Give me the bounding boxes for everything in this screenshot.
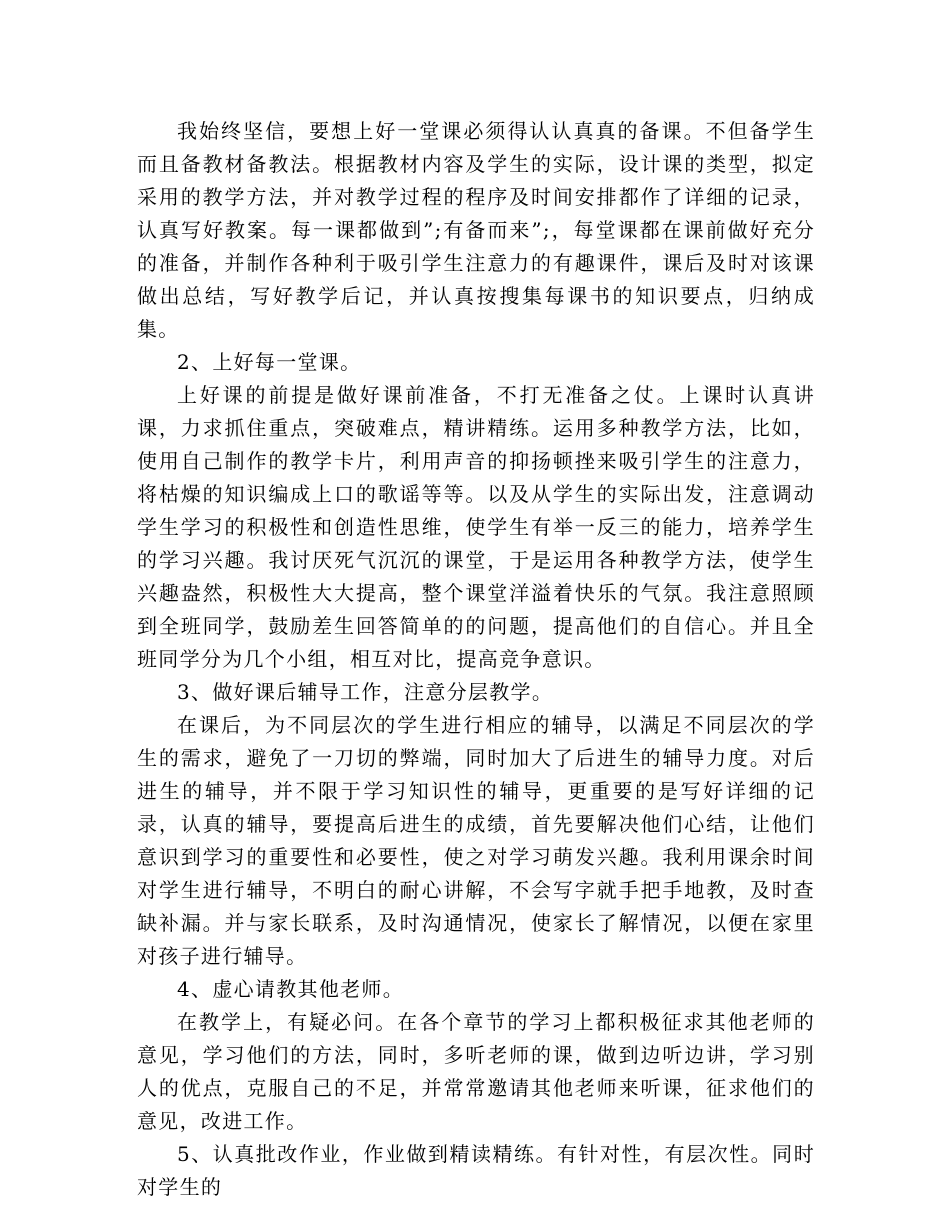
paragraph-classroom-teaching: 上好课的前提是做好课前准备，不打无准备之仗。上课时认真讲课，力求抓住重点，突破难点，精讲精练。运用多种教学方法，比如，使用自己制作的教学卡片，利用声音的抑扬顿挫来吸引学生的注意力，将枯燥的知识编成上口的歌谣等等。以及从学生的实际出发，注意调动学生学习的积极性和创造性思维，使学生有举一反三的能力，培养学生的学习兴趣。我讨厌死气沉沉的课堂，于是运用各种教学方法，使学生兴趣盎然，积极性大大提高，整个课堂洋溢着快乐的气氛。我注意照顾到全班同学，鼓励差生回答简单的的问题，提高他们的自信心。并且全班同学分为几个小组，相互对比，提高竞争意识。 [137, 383, 815, 671]
document-body [137, 115, 815, 1204]
heading-consult-teachers: 4、虚心请教其他老师。 [177, 977, 405, 1001]
heading-teach-every-class: 2、上好每一堂课。 [177, 350, 362, 374]
paragraph-lesson-preparation: 我始终坚信，要想上好一堂课必须得认认真真的备课。不但备学生而且备教材备教法。根据教材内容及学生的实际，设计课的类型，拟定采用的教学方法，并对教学过程的程序及时间安排都作了详细的记录，认真写好教案。每一课都做到”;有备而来”;，每堂课都在课前做好充分的准备，并制作各种利于吸引学生注意力的有趣课件，课后及时对该课做出总结，写好教学后记，并认真按搜集每课书的知识要点，归纳成集。 [137, 119, 815, 341]
paragraph-tutoring: 在课后，为不同层次的学生进行相应的辅导，以满足不同层次的学生的需求，避免了一刀切的弊端，同时加大了后进生的辅导力度。对后进生的辅导，并不限于学习知识性的辅导，更重要的是写好详细的记录，认真的辅导，要提高后进生的成绩，首先要解决他们心结，让他们意识到学习的重要性和必要性，使之对学习萌发兴趣。我利用课余时间对学生进行辅导，不明白的耐心讲解，不会写字就手把手地教，及时查缺补漏。并与家长联系，及时沟通情况，使家长了解情况，以便在家里对孩子进行辅导。 [137, 713, 815, 968]
paragraph-homework-correction: 5、认真批改作业，作业做到精读精练。有针对性，有层次性。同时对学生的 [137, 1142, 815, 1199]
heading-after-class-tutoring: 3、做好课后辅导工作，注意分层教学。 [177, 680, 554, 704]
paragraph-consult-teachers: 在教学上，有疑必问。在各个章节的学习上都积极征求其他老师的意见，学习他们的方法，同时，多听老师的课，做到边听边讲，学习别人的优点，克服自己的不足，并常常邀请其他老师来听课，征求他们的意见，改进工作。 [137, 1010, 815, 1133]
